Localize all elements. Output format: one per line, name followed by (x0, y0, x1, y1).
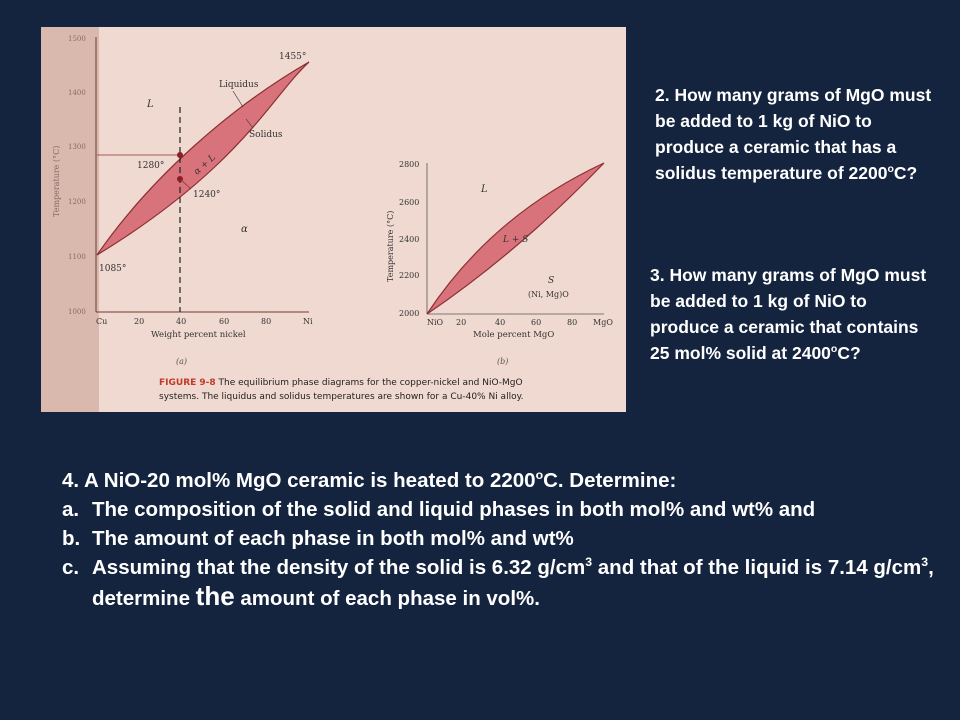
a-region-solid: α (241, 224, 248, 235)
caption-line2: systems. The liquidus and solidus temperatures are shown for a Cu-40% Ni alloy. (159, 392, 524, 402)
a-xtick: 40 (176, 317, 187, 326)
a-ytick: 1300 (68, 143, 86, 151)
question-4-intro-end: C. Determine: (543, 469, 677, 492)
b-xtick: MgO (593, 318, 613, 327)
a-ylabel: Temperature (°C) (52, 145, 61, 217)
item-text-big: the (195, 581, 235, 611)
a-xtick: 80 (261, 317, 272, 326)
a-temp-label: 1240° (193, 190, 221, 200)
degree-superscript: o (887, 163, 894, 176)
b-ytick: 2800 (399, 160, 420, 169)
a-temp-label: 1280° (137, 161, 165, 171)
item-text-mid: and that of the liquid is 7.14 g/cm (592, 556, 922, 579)
a-xtick: Cu (96, 317, 108, 326)
cubed-superscript: 3 (585, 555, 593, 570)
page-margin (41, 27, 99, 412)
item-text-end: amount of each phase in vol%. (234, 587, 540, 610)
question-3-text: 3. How many grams of MgO must be added to 1 kg of NiO to produce a ceramic that contains 25 mol% solid at 2400 (650, 265, 927, 363)
b-region-two-phase: L + S (503, 235, 529, 245)
a-xlabel: Weight percent nickel (151, 330, 246, 340)
question-4-intro-text: 4. A NiO-20 mol% MgO ceramic is heated to 2200 (62, 469, 536, 492)
cubed-superscript: 3 (921, 555, 929, 570)
degree-superscript: o (830, 343, 838, 356)
a-liquidus-label: Liquidus (219, 80, 259, 90)
b-region-solid: S (548, 276, 555, 286)
item-text: The amount of each phase in both mol% and wt% (92, 527, 574, 550)
question-2-text: 2. How many grams of MgO must be added to 1 kg of NiO to produce a ceramic that has a solidus temperature of 2200 (655, 85, 932, 183)
b-ytick: 2000 (399, 309, 420, 318)
a-tag: (a) (176, 357, 188, 366)
b-xtick: 40 (495, 318, 506, 327)
caption-line1: The equilibrium phase diagrams for the copper-nickel and NiO-MgO (218, 378, 523, 388)
degree-superscript: o (535, 468, 544, 483)
item-letter: a. (62, 498, 80, 521)
b-ytick: 2200 (399, 271, 420, 280)
question-3-end: C? (837, 343, 861, 363)
b-ytick: 2600 (399, 198, 420, 207)
item-letter: b. (62, 527, 81, 550)
question-2-end: C? (893, 163, 918, 183)
a-ytick: 1200 (68, 198, 86, 206)
caption-label: FIGURE 9-8 (159, 378, 216, 388)
diagram-b (386, 160, 613, 366)
question-4-item-c (62, 553, 942, 613)
b-xtick: 60 (531, 318, 542, 327)
b-xtick: 80 (567, 318, 578, 327)
b-region-liquid: L (481, 184, 488, 195)
question-4-intro (62, 466, 942, 495)
item-text: The composition of the solid and liquid phases in both mol% and wt% and (92, 498, 816, 521)
a-temp-label: 1455° (279, 52, 307, 62)
a-ytick: 1100 (68, 253, 86, 261)
a-temp-label: 1085° (99, 264, 127, 274)
a-ytick: 1500 (68, 35, 86, 43)
item-text-mid2: , determine (92, 556, 934, 610)
b-xlabel: Mole percent MgO (473, 330, 555, 340)
item-text-pre: Assuming that the density of the solid is 6.32 g/cm (92, 556, 586, 579)
a-xtick: 60 (219, 317, 230, 326)
a-xtick: 20 (134, 317, 145, 326)
question-2 (655, 82, 935, 186)
question-3 (650, 262, 940, 366)
b-xtick: 20 (456, 318, 467, 327)
a-two-phase-region (97, 62, 309, 255)
b-tag: (b) (497, 357, 509, 366)
b-ylabel: Temperature (°C) (386, 210, 395, 282)
a-region-two-phase: α + L (192, 152, 218, 178)
a-xtick: Ni (303, 317, 313, 326)
question-4-item-b (62, 524, 942, 553)
a-solidus-label: Solidus (249, 130, 283, 140)
a-region-liquid: L (147, 99, 154, 110)
a-ytick: 1000 (68, 308, 86, 316)
question-4 (62, 466, 942, 613)
figure-caption (159, 378, 523, 402)
b-ytick: 2400 (399, 235, 420, 244)
textbook-figure (41, 27, 626, 412)
item-letter: c. (62, 556, 80, 579)
a-ytick: 1400 (68, 89, 86, 97)
question-4-item-a (62, 495, 942, 524)
b-xtick: NiO (427, 318, 444, 327)
svg-text:FIGURE 9-8 The equilibrium pha (159, 378, 523, 388)
b-region-solid-sub: (Ni, Mg)O (528, 290, 569, 299)
